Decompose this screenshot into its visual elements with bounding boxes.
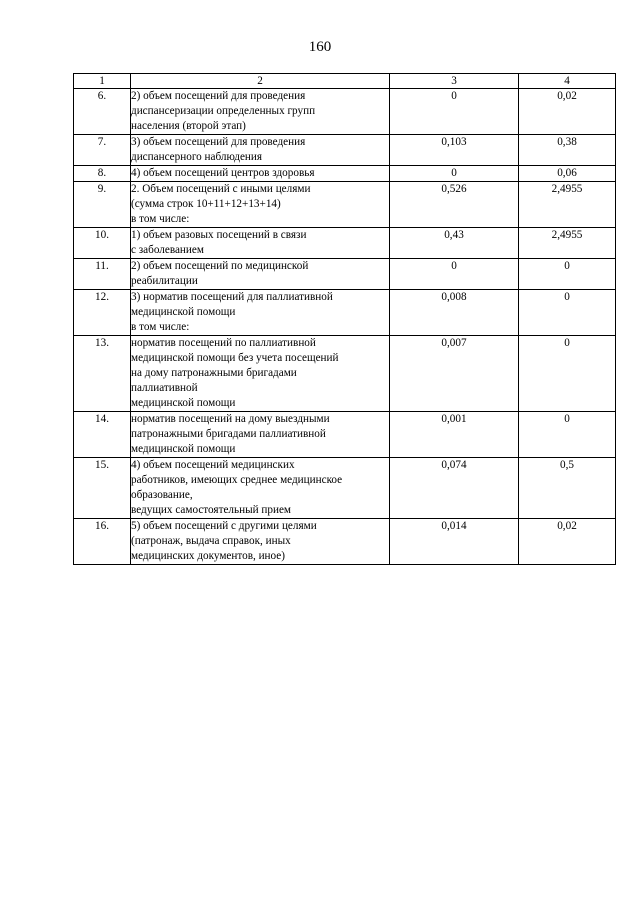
page-number: 160 — [308, 39, 332, 55]
description-line: образование, — [131, 489, 193, 501]
value-col3: 0,43 — [390, 228, 519, 259]
description-line: населения (второй этап) — [131, 120, 246, 132]
row-description — [131, 166, 390, 182]
description-line: 5) объем посещений с другими целями — [131, 520, 317, 532]
column-header-4: 4 — [519, 74, 616, 89]
value-col4: 2,4955 — [519, 182, 616, 228]
description-line: медицинской помощи без учета посещений — [131, 352, 339, 364]
description-line: 4) объем посещений медицинских — [131, 459, 295, 471]
column-header-2: 2 — [131, 74, 390, 89]
value-col3: 0,007 — [390, 336, 519, 412]
description-line: 2. Объем посещений с иными целями — [131, 183, 311, 195]
value-col4: 0 — [519, 412, 616, 458]
value-col3: 0 — [390, 259, 519, 290]
value-col4: 0 — [519, 336, 616, 412]
description-line: диспансерного наблюдения — [131, 151, 263, 163]
description-line: диспансеризации определенных групп — [131, 105, 316, 117]
value-col4: 0 — [519, 290, 616, 336]
table-row — [74, 89, 616, 135]
column-header-3: 3 — [390, 74, 519, 89]
table-row — [74, 458, 616, 519]
description-line: ведущих самостоятельный прием — [131, 504, 292, 516]
table-row — [74, 228, 616, 259]
value-col3: 0,074 — [390, 458, 519, 519]
row-description — [131, 519, 390, 565]
row-description — [131, 89, 390, 135]
row-description — [131, 290, 390, 336]
value-col4: 0,5 — [519, 458, 616, 519]
row-number: 15. — [74, 458, 131, 519]
description-line: паллиативной — [131, 382, 198, 394]
value-col3: 0,014 — [390, 519, 519, 565]
table-row — [74, 412, 616, 458]
row-description — [131, 259, 390, 290]
value-col3: 0 — [390, 166, 519, 182]
table-row — [74, 519, 616, 565]
row-number: 10. — [74, 228, 131, 259]
description-line: 1) объем разовых посещений в связи — [131, 229, 307, 241]
description-line: 4) объем посещений центров здоровья — [131, 167, 315, 179]
value-col4: 2,4955 — [519, 228, 616, 259]
table-row — [74, 166, 616, 182]
data-table — [73, 73, 616, 565]
value-col4: 0,02 — [519, 519, 616, 565]
row-number: 8. — [74, 166, 131, 182]
table-row — [74, 135, 616, 166]
row-number: 6. — [74, 89, 131, 135]
description-line: медицинских документов, иное) — [131, 550, 285, 562]
value-col3: 0,001 — [390, 412, 519, 458]
description-line: норматив посещений на дому выездными — [131, 413, 330, 425]
row-description — [131, 228, 390, 259]
row-description — [131, 182, 390, 228]
description-line: норматив посещений по паллиативной — [131, 337, 316, 349]
description-line: медицинской помощи — [131, 397, 236, 409]
description-line: 2) объем посещений по медицинской — [131, 260, 309, 272]
row-number: 7. — [74, 135, 131, 166]
description-line: на дому патронажными бригадами — [131, 367, 297, 379]
value-col3: 0,526 — [390, 182, 519, 228]
value-col4: 0,38 — [519, 135, 616, 166]
description-line: реабилитации — [131, 275, 198, 287]
row-description — [131, 135, 390, 166]
description-line: 3) объем посещений для проведения — [131, 136, 306, 148]
table-row — [74, 336, 616, 412]
value-col3: 0 — [390, 89, 519, 135]
row-description — [131, 458, 390, 519]
description-line: патронажными бригадами паллиативной — [131, 428, 326, 440]
value-col4: 0 — [519, 259, 616, 290]
row-number: 16. — [74, 519, 131, 565]
row-description — [131, 412, 390, 458]
row-number: 12. — [74, 290, 131, 336]
table-row — [74, 259, 616, 290]
row-number: 13. — [74, 336, 131, 412]
table-row — [74, 182, 616, 228]
value-col4: 0,06 — [519, 166, 616, 182]
row-number: 11. — [74, 259, 131, 290]
description-line: медицинской помощи — [131, 306, 236, 318]
row-number: 9. — [74, 182, 131, 228]
value-col3: 0,008 — [390, 290, 519, 336]
description-line: в том числе: — [131, 213, 190, 225]
description-line: 2) объем посещений для проведения — [131, 90, 306, 102]
row-number: 14. — [74, 412, 131, 458]
table-header-row — [74, 74, 616, 89]
description-line: медицинской помощи — [131, 443, 236, 455]
description-line: (сумма строк 10+11+12+13+14) — [131, 198, 281, 210]
description-line: в том числе: — [131, 321, 190, 333]
column-header-1: 1 — [74, 74, 131, 89]
value-col3: 0,103 — [390, 135, 519, 166]
value-col4: 0,02 — [519, 89, 616, 135]
description-line: 3) норматив посещений для паллиативной — [131, 291, 333, 303]
row-description — [131, 336, 390, 412]
description-line: (патронаж, выдача справок, иных — [131, 535, 291, 547]
description-line: с заболеванием — [131, 244, 204, 256]
description-line: работников, имеющих среднее медицинское — [131, 474, 343, 486]
table-row — [74, 290, 616, 336]
